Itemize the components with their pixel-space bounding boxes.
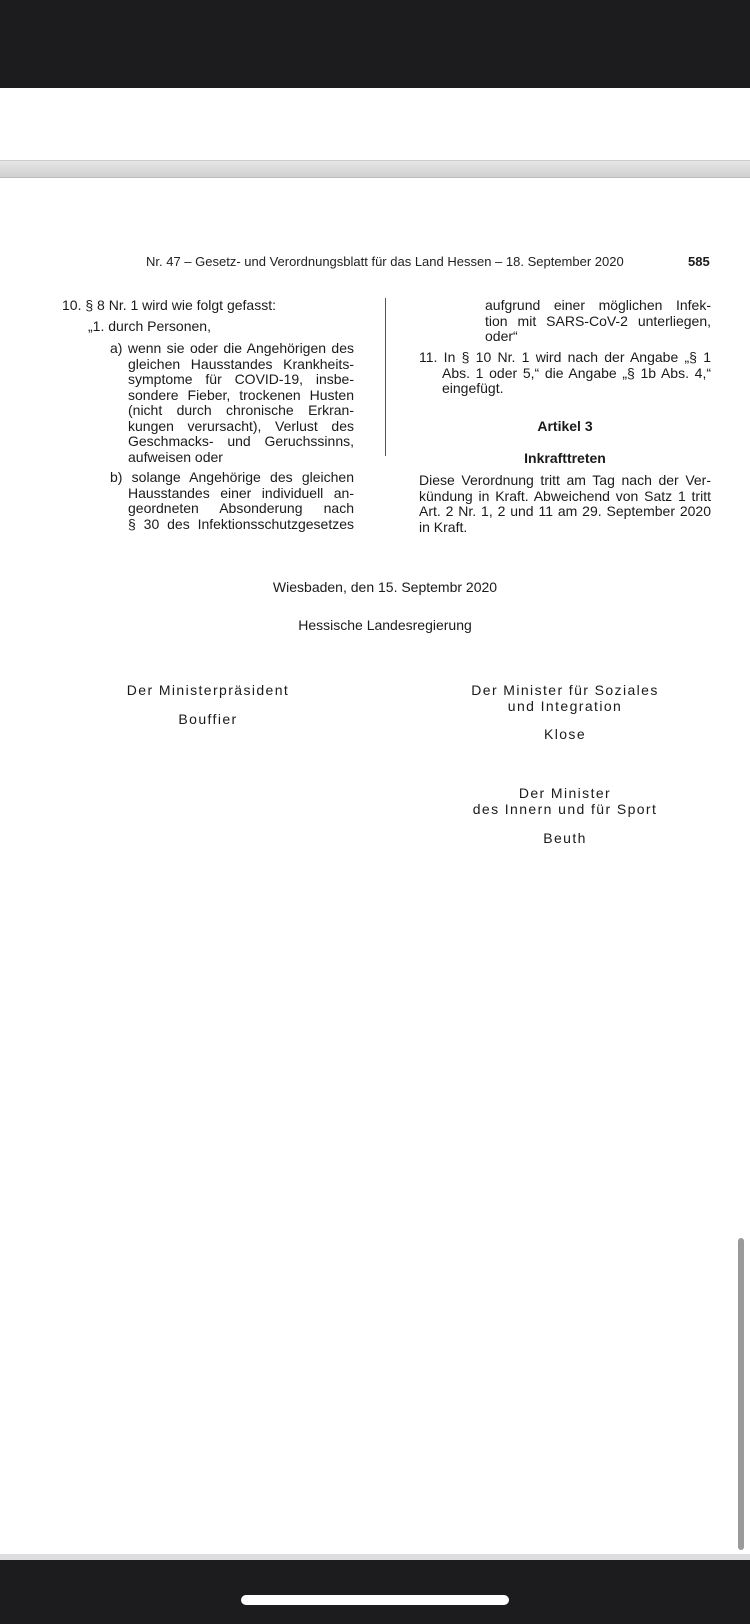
text-line: § 30 des Infektionsschutzgesetzes bbox=[128, 516, 354, 532]
item-11-body bbox=[442, 366, 711, 397]
page-number: 585 bbox=[688, 254, 710, 269]
text-line: symptome für COVID-19, insbe- bbox=[128, 372, 354, 387]
sub-item-b-clip bbox=[0, 470, 380, 532]
bottom-bar bbox=[0, 1560, 750, 1624]
text-line: Hausstandes einer individuell an- bbox=[128, 485, 354, 501]
article-body bbox=[419, 473, 711, 532]
home-indicator[interactable] bbox=[241, 1595, 509, 1605]
title-line: Der Minister für Soziales bbox=[471, 682, 659, 698]
text-line: 11. In § 10 Nr. 1 wird nach der Angabe „§ 1 bbox=[419, 350, 711, 365]
text-line: a) wenn sie oder die Angehörigen des bbox=[110, 341, 354, 356]
text-line: gleichen Hausstandes Krankheits- bbox=[128, 356, 354, 372]
column-divider bbox=[385, 298, 386, 456]
scrollbar[interactable] bbox=[738, 1238, 744, 1550]
text-line: Geschmacks- und Geruchssinns, bbox=[128, 434, 354, 449]
sub-item-a-body bbox=[128, 357, 354, 466]
title-line: des Innern und für Sport bbox=[472, 801, 658, 817]
text-line: (nicht durch chronische Erkran- bbox=[128, 403, 354, 418]
text-line: sondere Fieber, trockenen Husten bbox=[128, 387, 354, 403]
title-line: Der Minister bbox=[518, 785, 612, 801]
text-line: aufweisen oder bbox=[128, 449, 223, 465]
text-line: kündung in Kraft. Abweichend von Satz 1 tritt bbox=[419, 488, 711, 504]
signature-right2-name: Beuth bbox=[543, 830, 587, 846]
article-body-clip bbox=[410, 473, 720, 532]
page-separator bbox=[0, 160, 750, 178]
text-line: eingefügt. bbox=[442, 381, 504, 396]
sub-item-a bbox=[110, 341, 354, 357]
text-line: Diese Verordnung tritt am Tag nach der Ver- bbox=[419, 473, 711, 488]
item-10: 10. § 8 Nr. 1 wird wie folgt gefasst: bbox=[62, 297, 276, 313]
text-line: b) solange Angehörige des gleichen bbox=[110, 470, 354, 485]
text-line: geordneten Absonderung nach bbox=[128, 501, 354, 516]
text-line: oder“ bbox=[485, 329, 518, 344]
text-line: tion mit SARS-CoV-2 unterliegen, bbox=[485, 313, 711, 329]
place-date: Wiesbaden, den 15. Septembr 2020 bbox=[272, 579, 498, 595]
text-line: kungen verursacht), Verlust des bbox=[128, 418, 354, 434]
title-line: und Integration bbox=[507, 698, 623, 714]
signature-left-title: Der Ministerpräsident bbox=[126, 682, 290, 698]
signature-right1-title bbox=[410, 682, 720, 714]
article-heading: Artikel 3 bbox=[537, 418, 593, 434]
signature-right2-title bbox=[410, 785, 720, 817]
government-name: Hessische Landesregierung bbox=[298, 617, 472, 633]
text-line: Abs. 1 oder 5,“ die Angabe „§ 1b Abs. 4,“ bbox=[442, 365, 711, 381]
continuation-text bbox=[485, 298, 711, 345]
text-line: in Kraft. bbox=[419, 519, 468, 532]
page-header: Nr. 47 – Gesetz- und Verordnungsblatt für das Land Hessen – 18. September 2020 bbox=[146, 254, 624, 269]
text-line: Art. 2 Nr. 1, 2 und 11 am 29. September 2020 bbox=[419, 504, 711, 519]
text-line: aufgrund einer möglichen Infek- bbox=[485, 298, 711, 313]
sub-item-b bbox=[110, 470, 354, 486]
sub-item-1: „1. durch Personen, bbox=[88, 318, 211, 334]
signature-right1-name: Klose bbox=[543, 726, 587, 742]
sub-item-b-body bbox=[128, 486, 354, 533]
article-title: Inkrafttreten bbox=[524, 450, 606, 466]
signature-left-name: Bouffier bbox=[178, 711, 238, 727]
item-11 bbox=[419, 350, 711, 366]
status-bar bbox=[0, 0, 750, 88]
